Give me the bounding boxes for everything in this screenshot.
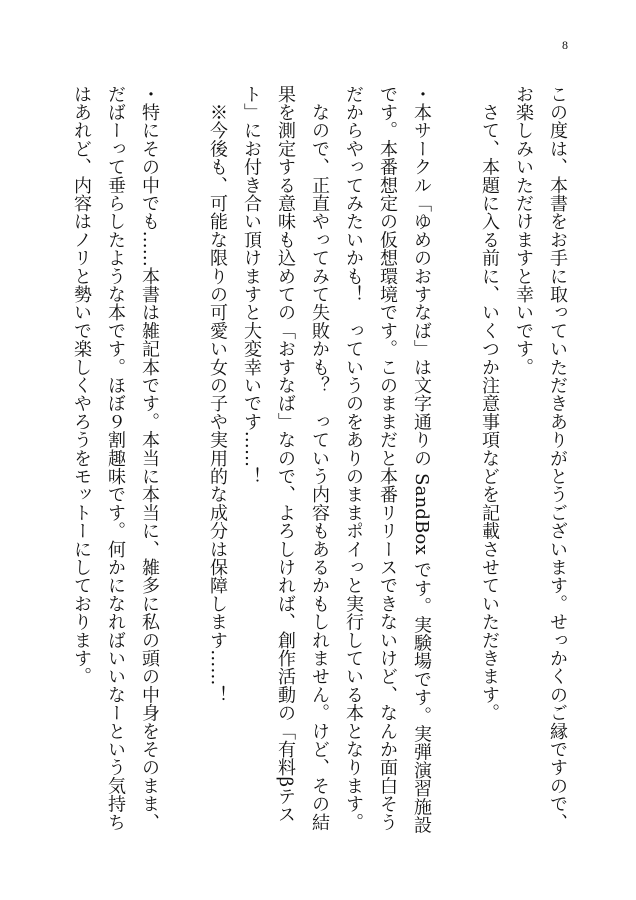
paragraph-greeting: この度は、本書をお手に取っていただきありがとうございます。せっかくのご縁ですので、お楽しみいただけますと幸いです。	[513, 85, 568, 832]
paragraph-zakki-book: ・特にその中でも……本書は雑記本です。本当に本当に、雑多に私の頭の中身をそのまま、だばーって垂らしたような本です。ほぼ９割趣味です。何かになればいいなーという気持ちはあれど、内容はノリと勢いで楽しくやろうをモットーにしております。	[71, 85, 160, 832]
body-text	[64, 85, 574, 845]
paragraph-intro: さて、本題に入る前に、いくつか注意事項などを記載させていただきます。	[479, 85, 500, 722]
paragraph-note: ※今後も、可能な限りの可愛い女の子や実用的な成分は保障します……！	[207, 85, 228, 704]
page-number: 8	[562, 38, 568, 52]
paragraph-circle-sandbox: ・本サークル「ゆめのおすなば」は文字通りの SandBox です。実験場です。実弾演習施設です。本番想定の仮想環境です。このままだと本番リリースできないけど、なんか面白そうだからやってみたいかも！ っていうのをありのままポイっと実行している本となります。	[343, 85, 432, 834]
blank-line	[438, 85, 472, 845]
blank-line	[166, 85, 200, 845]
paragraph-beta-test: なので、正直やってみて失敗かも？ っていう内容もあるかもしれません。けど、その結果を測定する意味も込めての「おすなば」なので、よろしければ、創作活動の「有料βテスト」にお付き合い頂けますと大変幸いです……！	[241, 85, 330, 832]
